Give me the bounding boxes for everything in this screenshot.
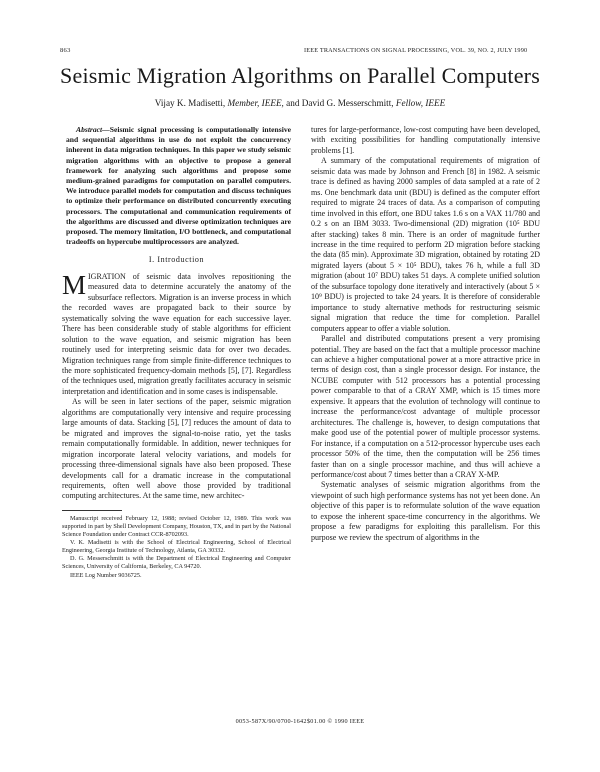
paper-title: Seismic Migration Algorithms on Parallel Computers — [60, 63, 540, 88]
author-2-title: Fellow, IEEE — [395, 98, 446, 108]
dropcap-letter: M — [62, 269, 87, 300]
abstract — [62, 125, 291, 247]
right-paragraph-2: A summary of the computational requirements of migration of seismic data was made by Johnson and French [8] in 1982. A seismic trace is defined as having 2000 samples of data sampled at a rate of 2 ms. One benchmark data unit (BDU) is defined as the computer effort required to migrate 24 traces of data. As a comparison of computing time involved in this effort, one BDU takes 1.6 s on a VAX 11/780 and 0.2 s on an IBM 3033. Two-dimensional (2D) migration (10⁵ BDU after stacking) takes 8 min. There is an order of magnitude further increase in the time required to perform 2D migration before stacking the data (85 min). Approximate 3D migration, obtained by rotating 2D migrated layers (about 5 × 10⁵ BDU), takes 76 h, while a full 3D migration (about 10⁷ BDU) takes 51 days. A complete unified solution of the subsurface topology done iteratively and interactively (about 5 × 10⁹ BDU) is projected to take 24 years. It is therefore of considerable importance to study alternative methods for restructuring seismic signal migration that reduce the time for completion. Parallel computers appear to offer a viable solution. — [311, 156, 540, 333]
footnote-manuscript: Manuscript received February 12, 1988; revised October 12, 1989. This work was supported in part by Shell Development Company, Houston, TX, and in part by the National Science Foundation under Contract CCR-8702093. — [62, 514, 291, 539]
right-column — [311, 125, 540, 543]
footnote-divider — [62, 510, 122, 511]
right-paragraph-1: tures for large-performance, low-cost computing have been developed, with exciting possibilities for handling computationally intensive problems [1]. — [311, 125, 540, 155]
copyright-footer: 0053-587X/90/0700-1642$01.00 © 1990 IEEE — [235, 718, 365, 725]
footnote-author-1: V. K. Madisetti is with the School of Electrical Engineering, School of Electrical Engineering, Georgia Institute of Technology, Atlanta, GA 30332. — [62, 539, 291, 555]
section-heading-introduction: I. Introduction — [148, 255, 205, 265]
right-paragraph-3: Parallel and distributed computations present a very promising potential. They are based on the fact that a multiple processor machine can achieve a higher computational power at a more attractive price in terms of design cost, than a single processor design. For instance, the NCUBE computer with 512 processors has a potential processing power comparable to that of a CRAY XMP, which is 15 times more expensive. It appears that the evolution of technology will continue to increase the performance/cost advantage of multiple processor architectures. The challenge is, however, to design computations that make good use of the potential power of multiple processor systems. For instance, if a computation on a 512-processor hypercube uses each processor 50% of the time, then the computation will be 256 times faster than on a single processor machine, and thus will achieve a performance/cost about 7 times better than a CRAY X-MP. — [311, 334, 540, 479]
author-line — [0, 98, 600, 108]
intro-paragraph-2: As will be seen in later sections of the paper, seismic migration algorithms are computationally very intensive and require processing large amounts of data. Stacking [5], [7] reduces the amount of data to be migrated and improves the signal-to-noise ratio, yet the tasks remain computationally formidable. In addition, newer techniques for migration incorporate lateral velocity variations, and models for processing three-dimensional signals have also been proposed. These developments call for a dramatic increase in the computational requirements, often well above those provided by traditional computing architectures. At the same time, new architec- — [62, 397, 291, 501]
intro-paragraph-1 — [62, 269, 291, 397]
left-column — [62, 125, 291, 580]
footnote-author-2: D. G. Messerschmitt is with the Department of Electrical Engineering and Computer Sciences, University of California, Berkeley, CA 94720. — [62, 555, 291, 571]
page-number: 863 — [60, 47, 71, 54]
intro-paragraph-1-text: IGRATION of seismic data involves repositioning the measured data to determine accurately the anatomy of the subsurface reflectors. Migration is an inverse process in which the recorded waves are propagated back to their source by systematically solving the wave equation for each successive layer. There has been considerable study of stable algorithms for efficient solution to the wave equation, and seismic migration has been routinely used for interpreting seismic data for over two decades. Migration techniques range from simple finite-difference techniques to the more sophisticated frequency-domain methods [5], [7]. Regardless of the techniques used, migration greatly facilitates accuracy in seismic interpretation and identification and in some cases is indispensable. — [62, 271, 291, 396]
author-conjunction: and — [286, 98, 300, 108]
abstract-text: Seismic signal processing is computationally intensive and sequential algorithms in use do not exploit the concurrency inherent in data migration techniques. In this paper we study seismic migration algorithms with an objective to propose a general framework for analyzing such algorithms and propose some medium-grained paradigms for computation on parallel computers. We introduce parallel models for computation and discuss techniques to optimize their performance on distributed concurrently executing processors. The computational and communication requirements of the algorithms are discussed and diverse optimization techniques are proposed. The memory limitation, I/O bottleneck, and computational tradeoffs on hypercube multiprocessors are analyzed. — [66, 125, 291, 247]
author-2-name: David G. Messerschmitt, — [301, 98, 394, 108]
journal-header: IEEE TRANSACTIONS ON SIGNAL PROCESSING, VOL. 39, NO. 2, JULY 1990 — [304, 47, 528, 54]
author-1-name: Vijay K. Madisetti, — [154, 98, 226, 108]
footnote-log-number: IEEE Log Number 9036725. — [70, 571, 142, 579]
footnotes — [62, 515, 291, 580]
author-1-title: Member, IEEE, — [227, 98, 284, 108]
abstract-label: Abstract— — [76, 125, 110, 134]
right-paragraph-4: Systematic analyses of seismic migration algorithms from the viewpoint of such high performance systems has not yet been done. An objective of this paper is to reformulate solution of the wave equation to expose the inherent space-time concurrency in the algorithms. We propose a few paradigms for exploiting this parallelism. For this purpose we review the spectrum of algorithms in the — [311, 480, 540, 542]
